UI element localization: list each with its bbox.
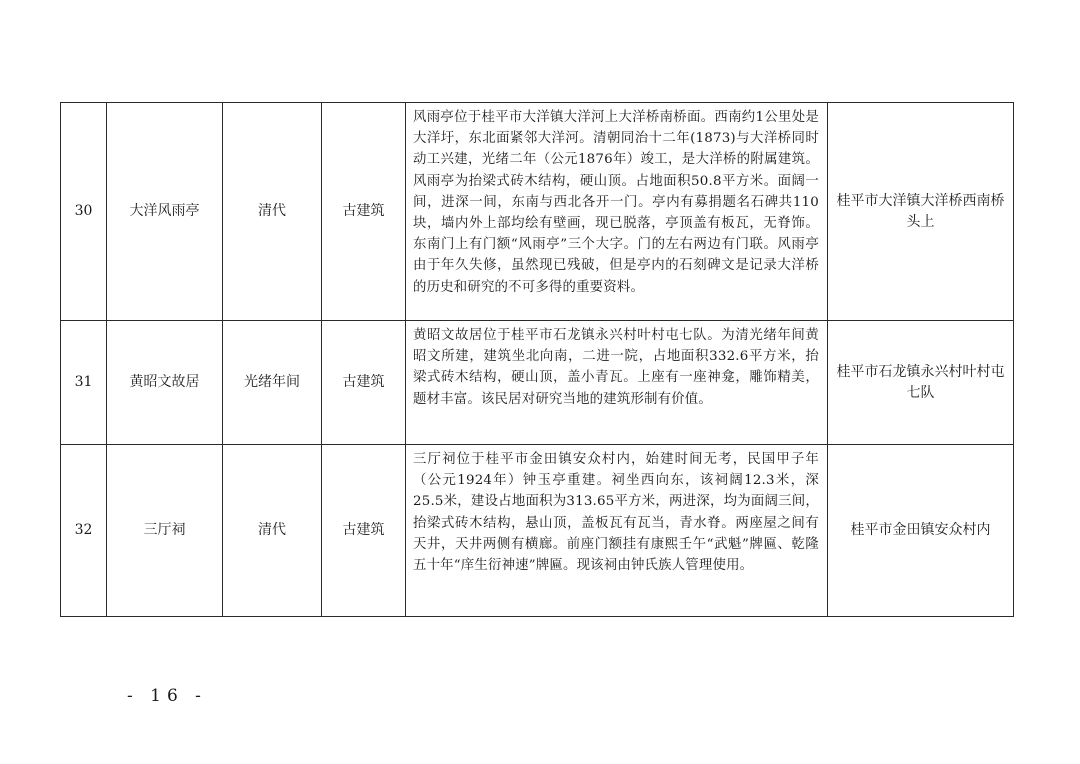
site-location: 桂平市大洋镇大洋桥西南桥头上 xyxy=(828,103,1014,321)
site-name: 黄昭文故居 xyxy=(107,321,223,445)
site-name: 三厅祠 xyxy=(107,445,223,617)
page-number: - 16 - xyxy=(127,686,207,706)
site-description: 三厅祠位于桂平市金田镇安众村内，始建时间无考，民国甲子年（公元1924年）钟玉亭重建。祠坐西向东，该祠阔12.3米，深25.5米，建设占地面积为313.65平方米，两进深，均为面阔三间，抬梁式砖木结构，悬山顶，盖板瓦有瓦当，青水脊。两座屋之间有天井，天井两侧有横廊。前座门额挂有康熙壬午“武魁”牌匾、乾隆五十年“庠生衍神速”牌匾。现该祠由钟氏族人管理使用。 xyxy=(406,445,828,617)
table-row xyxy=(61,445,1014,617)
site-category: 古建筑 xyxy=(322,445,406,617)
heritage-sites-table xyxy=(60,102,1014,617)
row-number: 30 xyxy=(61,103,107,321)
site-era: 清代 xyxy=(223,103,322,321)
site-location: 桂平市金田镇安众村内 xyxy=(828,445,1014,617)
row-number: 31 xyxy=(61,321,107,445)
site-location: 桂平市石龙镇永兴村叶村屯七队 xyxy=(828,321,1014,445)
row-number: 32 xyxy=(61,445,107,617)
table-row xyxy=(61,321,1014,445)
site-era: 光绪年间 xyxy=(223,321,322,445)
site-category: 古建筑 xyxy=(322,103,406,321)
site-description: 黄昭文故居位于桂平市石龙镇永兴村叶村屯七队。为清光绪年间黄昭文所建，建筑坐北向南，二进一院，占地面积332.6平方米，抬梁式砖木结构，硬山顶，盖小青瓦。上座有一座神龛，雕饰精美，题材丰富。该民居对研究当地的建筑形制有价值。 xyxy=(406,321,828,445)
site-era: 清代 xyxy=(223,445,322,617)
site-description: 风雨亭位于桂平市大洋镇大洋河上大洋桥南桥面。西南约1公里处是大洋圩，东北面紧邻大洋河。清朝同治十二年(1873)与大洋桥同时动工兴建，光绪二年（公元1876年）竣工，是大洋桥的附属建筑。风雨亭为抬梁式砖木结构，硬山顶。占地面积50.8平方米。面阔一间，进深一间，东南与西北各开一门。亭内有募捐题名石碑共110块，墙内外上部均绘有壁画，现已脱落，亭顶盖有板瓦，无脊饰。东南门上有门额“风雨亭”三个大字。门的左右两边有门联。风雨亭由于年久失修，虽然现已残破，但是亭内的石刻碑文是记录大洋桥的历史和研究的不可多得的重要资料。 xyxy=(406,103,828,321)
table-row xyxy=(61,103,1014,321)
site-name: 大洋风雨亭 xyxy=(107,103,223,321)
site-category: 古建筑 xyxy=(322,321,406,445)
